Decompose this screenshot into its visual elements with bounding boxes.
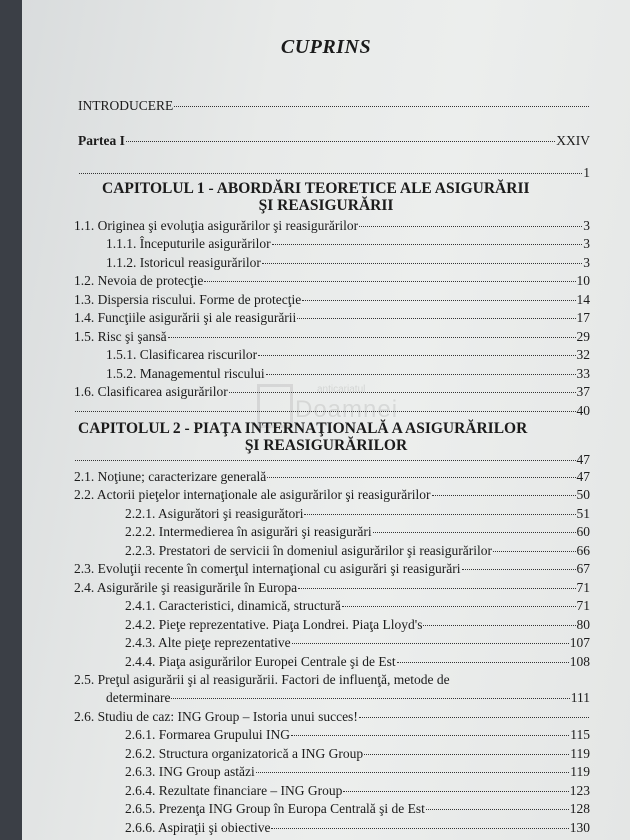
toc-entry-1-1-1: 1.1.1. Începuturile asigurărilor 3 (106, 236, 590, 251)
toc-entry-1-end: 40 (74, 403, 590, 419)
toc-entry-1-1-2: 1.1.2. Istoricul reasigurărilor 3 (106, 255, 590, 270)
toc-entry-2-2: 2.2. Actorii pieţelor internaţionale ale asigurărilor şi reasigurărilor 50 (74, 487, 590, 502)
chapter-2-heading-line2: ŞI REASIGURĂRILOR (244, 437, 408, 454)
toc-entry-2-6-1: 2.6.1. Formarea Grupului ING 115 (125, 727, 590, 742)
chapter-1-heading-line1: CAPITOLUL 1 - ABORDĂRI TEORETICE ALE ASIGURĂRII (102, 180, 530, 197)
toc-entry-2-4-1: 2.4.1. Caracteristici, dinamică, structură 71 (125, 598, 590, 613)
toc-entry-2-0: 47 (74, 452, 590, 468)
toc-entry-2-6-6: 2.6.6. Aspiraţii şi obiective 130 (125, 820, 590, 835)
toc-entry-2-4-2: 2.4.2. Pieţe reprezentative. Piaţa Londrei. Piaţa Lloyd's 80 (125, 617, 590, 632)
toc-entry-2-6-2: 2.6.2. Structura organizatorică a ING Group 119 (125, 746, 590, 761)
toc-entry-2-4-3: 2.4.3. Alte pieţe reprezentative 107 (125, 635, 590, 650)
toc-entry-2-6: 2.6. Studiu de caz: ING Group – Istoria unui succes! (74, 709, 590, 725)
toc-entry-1-5-1: 1.5.1. Clasificarea riscurilor 32 (106, 347, 590, 362)
toc-entry-2-6-5: 2.6.5. Prezenţa ING Group în Europa Centrală şi de Est 128 (125, 801, 590, 816)
toc-entry-1-5-2: 1.5.2. Managementul riscului 33 (106, 366, 590, 381)
toc-entry-2-4-4: 2.4.4. Piaţa asigurărilor Europei Centrale şi de Est 108 (125, 654, 590, 669)
toc-entry-2-6-3: 2.6.3. ING Group astăzi 119 (125, 764, 590, 779)
table-of-contents (22, 0, 630, 840)
book-page (22, 0, 630, 840)
toc-entry-2-1: 2.1. Noţiune; caracterizare generală 47 (74, 469, 590, 484)
toc-entry-partea-1-page: 1 (78, 165, 590, 181)
toc-entry-2-4: 2.4. Asigurările şi reasigurările în Europa 71 (74, 580, 590, 595)
watermark-big-text: Doamnei (295, 396, 399, 423)
toc-entry-1-6: 1.6. Clasificarea asigurărilor 37 (74, 384, 590, 399)
toc-entry-2-2-3: 2.2.3. Prestatori de servicii în domeniul asigurărilor şi reasigurărilor 66 (125, 543, 590, 558)
toc-entry-2-3: 2.3. Evoluţii recente în comerţul internaţional cu asigurări şi reasigurări 67 (74, 561, 590, 576)
toc-entry-2-2-2: 2.2.2. Intermedierea în asigurări şi reasigurări 60 (125, 524, 590, 539)
toc-entry-2-5: determinare 111 (106, 690, 590, 705)
toc-entry-1-1: 1.1. Originea şi evoluţia asigurărilor şi reasigurărilor 3 (74, 218, 590, 233)
toc-entry-2-2-1: 2.2.1. Asigurători şi reasigurători 51 (125, 506, 590, 521)
watermark-small-text: anticariatul (317, 384, 366, 395)
toc-entry-introducere: INTRODUCERE (78, 98, 590, 114)
toc-entry-1-3: 1.3. Dispersia riscului. Forme de protecţie 14 (74, 292, 590, 307)
toc-entry-2-5-line1: 2.5. Preţul asigurării şi al reasigurării. Factori de influenţă, metode de (74, 672, 450, 687)
page-title: CUPRINS (280, 36, 372, 58)
toc-entry-1-4: 1.4. Funcţiile asigurării şi ale reasigurării 17 (74, 310, 590, 325)
toc-entry-partea-1: Partea I XXIV (78, 133, 590, 148)
toc-entry-1-2: 1.2. Nevoia de protecţie 10 (74, 273, 590, 288)
toc-entry-1-5: 1.5. Risc şi şansă 29 (74, 329, 590, 344)
chapter-2-heading-line1: CAPITOLUL 2 - PIAŢA INTERNAŢIONALĂ A ASIGURĂRILOR (78, 420, 528, 437)
chapter-1-heading-line2: ŞI REASIGURĂRII (258, 197, 394, 214)
toc-entry-2-6-4: 2.6.4. Rezultate financiare – ING Group 123 (125, 783, 590, 798)
